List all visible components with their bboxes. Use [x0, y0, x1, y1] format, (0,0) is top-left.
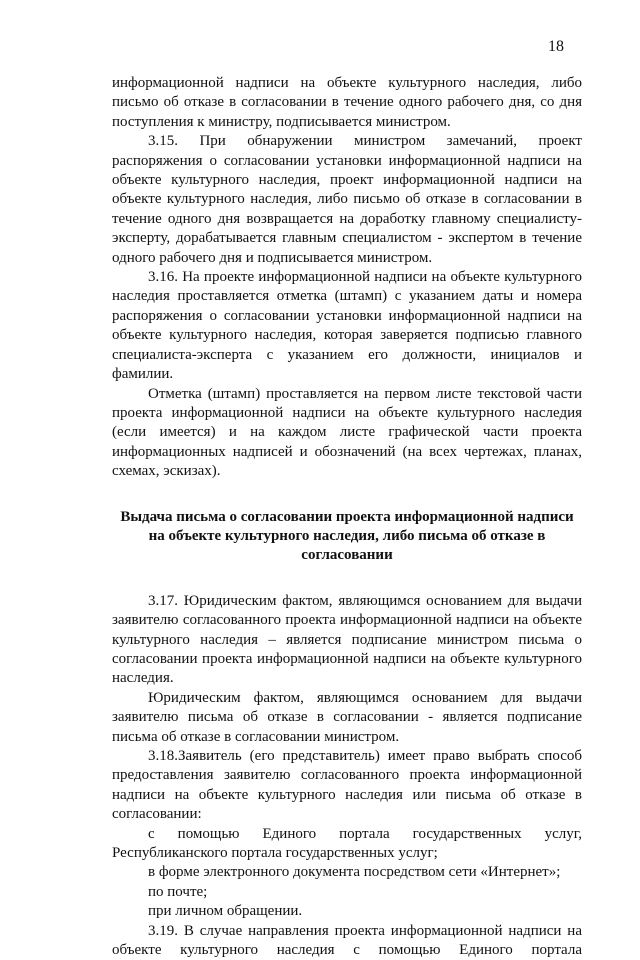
- spacer: [112, 482, 582, 496]
- paragraph-3-19: 3.19. В случае направления проекта информационной надписи на объекте культурного наследия с помощью Единого портала: [112, 922, 582, 959]
- paragraph-legal-fact: Юридическим фактом, являющимся основанием для выдачи заявителю письма об отказе в согласовании - является подписание письма об отказе в согласовании министром.: [112, 689, 582, 745]
- option-portal-line1: с помощью Единого портала государственных услуг,: [148, 825, 582, 842]
- paragraph-3-15: 3.15. При обнаружении министром замечаний, проект распоряжения о согласовании установки информационной надписи на объекте культурного наследия, проект информационной надписи на объекте культурного наследия, либо письмо об отказе в согласовании в течение одного дня возвращается на доработку главному специалисту-эксперту, дорабатывается главным специалистом - экспертом в течение одного рабочего дня и подписывается министром.: [112, 133, 582, 266]
- option-mail: по почте;: [148, 883, 208, 900]
- paragraph-stamp: Отметка (штамп) проставляется на первом листе текстовой части проекта информационной надписи на объекте культурного наследия (если имеется) и на каждом листе графической части проекта информационных надписей и обозначений (на всех чертежах, планах, схемах, эскизах).: [112, 385, 582, 480]
- document-body: [112, 74, 582, 960]
- page-number: 18: [548, 38, 564, 55]
- paragraph-3-16: 3.16. На проекте информационной надписи на объекте культурного наследия проставляется отметка (штамп) с указанием даты и номера распоряжения о согласовании установки информационной надписи на объекте культурного наследия, которая заверяется подписью главного специалиста-эксперта с указанием его должности, инициалов и фамилии.: [112, 269, 582, 383]
- option-electronic: в форме электронного документа посредством сети «Интернет»;: [148, 864, 561, 881]
- paragraph-3-18: 3.18.Заявитель (его представитель) имеет право выбрать способ предоставления заявителю согласованного проекта информационной надписи на объекте культурного наследия или письма об отказе в согласовании:: [112, 748, 582, 823]
- section-heading: Выдача письма о согласовании проекта информационной надписи на объекте культурного наследия, либо письма об отказе в согласовании: [120, 508, 574, 564]
- paragraph-continuation: информационной надписи на объекте культурного наследия, либо письмо об отказе в согласовании в течение одного рабочего дня, со дня поступления к министру, подписывается министром.: [112, 75, 582, 130]
- option-personal: при личном обращении.: [148, 903, 303, 920]
- option-portal-line2: Республиканского портала государственных услуг;: [112, 845, 438, 862]
- paragraph-3-17: 3.17. Юридическим фактом, являющимся основанием для выдачи заявителю согласованного проекта информационной надписи на объекте культурного наследия – является подписание министром письма о согласовании проекта информационной надписи на объекте культурного наследия.: [112, 592, 582, 687]
